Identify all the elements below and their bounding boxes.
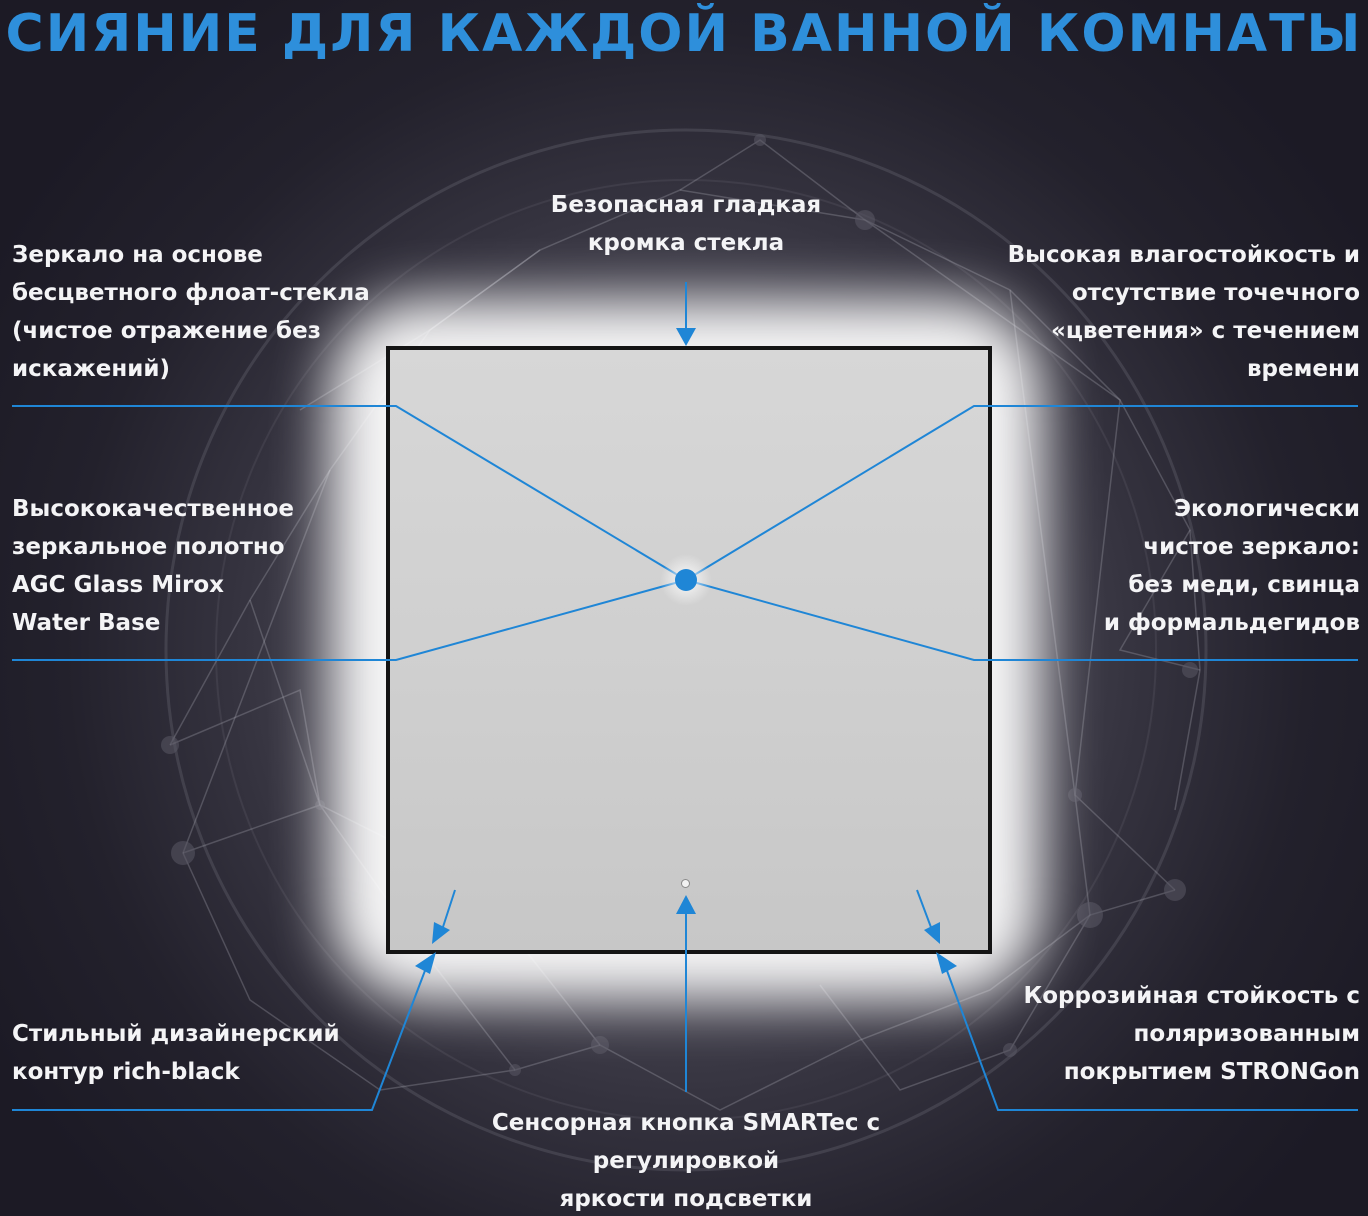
feature-sensor: Сенсорная кнопка SMARTec с регулировкой яркости подсветки	[491, 1110, 881, 1212]
arrow-corrosion-inner-head-icon	[924, 922, 940, 944]
arrow-contour-outer-head-icon	[415, 952, 436, 974]
arrow-contour-inner-shaft	[442, 890, 455, 930]
feature-edge: Безопасная гладкая кромка стекла	[550, 192, 822, 256]
feature-eco: Экологически чистое зеркало: без меди, свинца и формальдегидов	[1103, 496, 1360, 636]
page-title: СИЯНИЕ ДЛЯ КАЖДОЙ ВАННОЙ КОМНАТЫ	[5, 4, 1363, 64]
arrow-corrosion-inner-shaft	[917, 890, 932, 930]
arrow-corrosion-outer-head-icon	[936, 952, 957, 974]
dot-marker-icon	[675, 569, 697, 591]
feature-float-glass: Зеркало на основе бесцветного флоат-стекла (чистое отражение без искажений)	[12, 242, 370, 382]
feature-contour: Стильный дизайнерский контур rich-black	[12, 1021, 340, 1085]
arrow-contour-inner-head-icon	[432, 922, 450, 944]
feature-corrosion: Коррозийная стойкость с поляризованным покрытием STRONGon	[1023, 983, 1360, 1085]
feature-moisture: Высокая влагостойкость и отсутствие точечного «цветения» с течением времени	[1007, 242, 1360, 382]
arrow-sensor-head-icon	[676, 895, 696, 914]
arrow-edge-head-icon	[676, 328, 696, 346]
feature-agc-glass: Высококачественное зеркальное полотно AGC Glass Mirox Water Base	[12, 496, 294, 636]
